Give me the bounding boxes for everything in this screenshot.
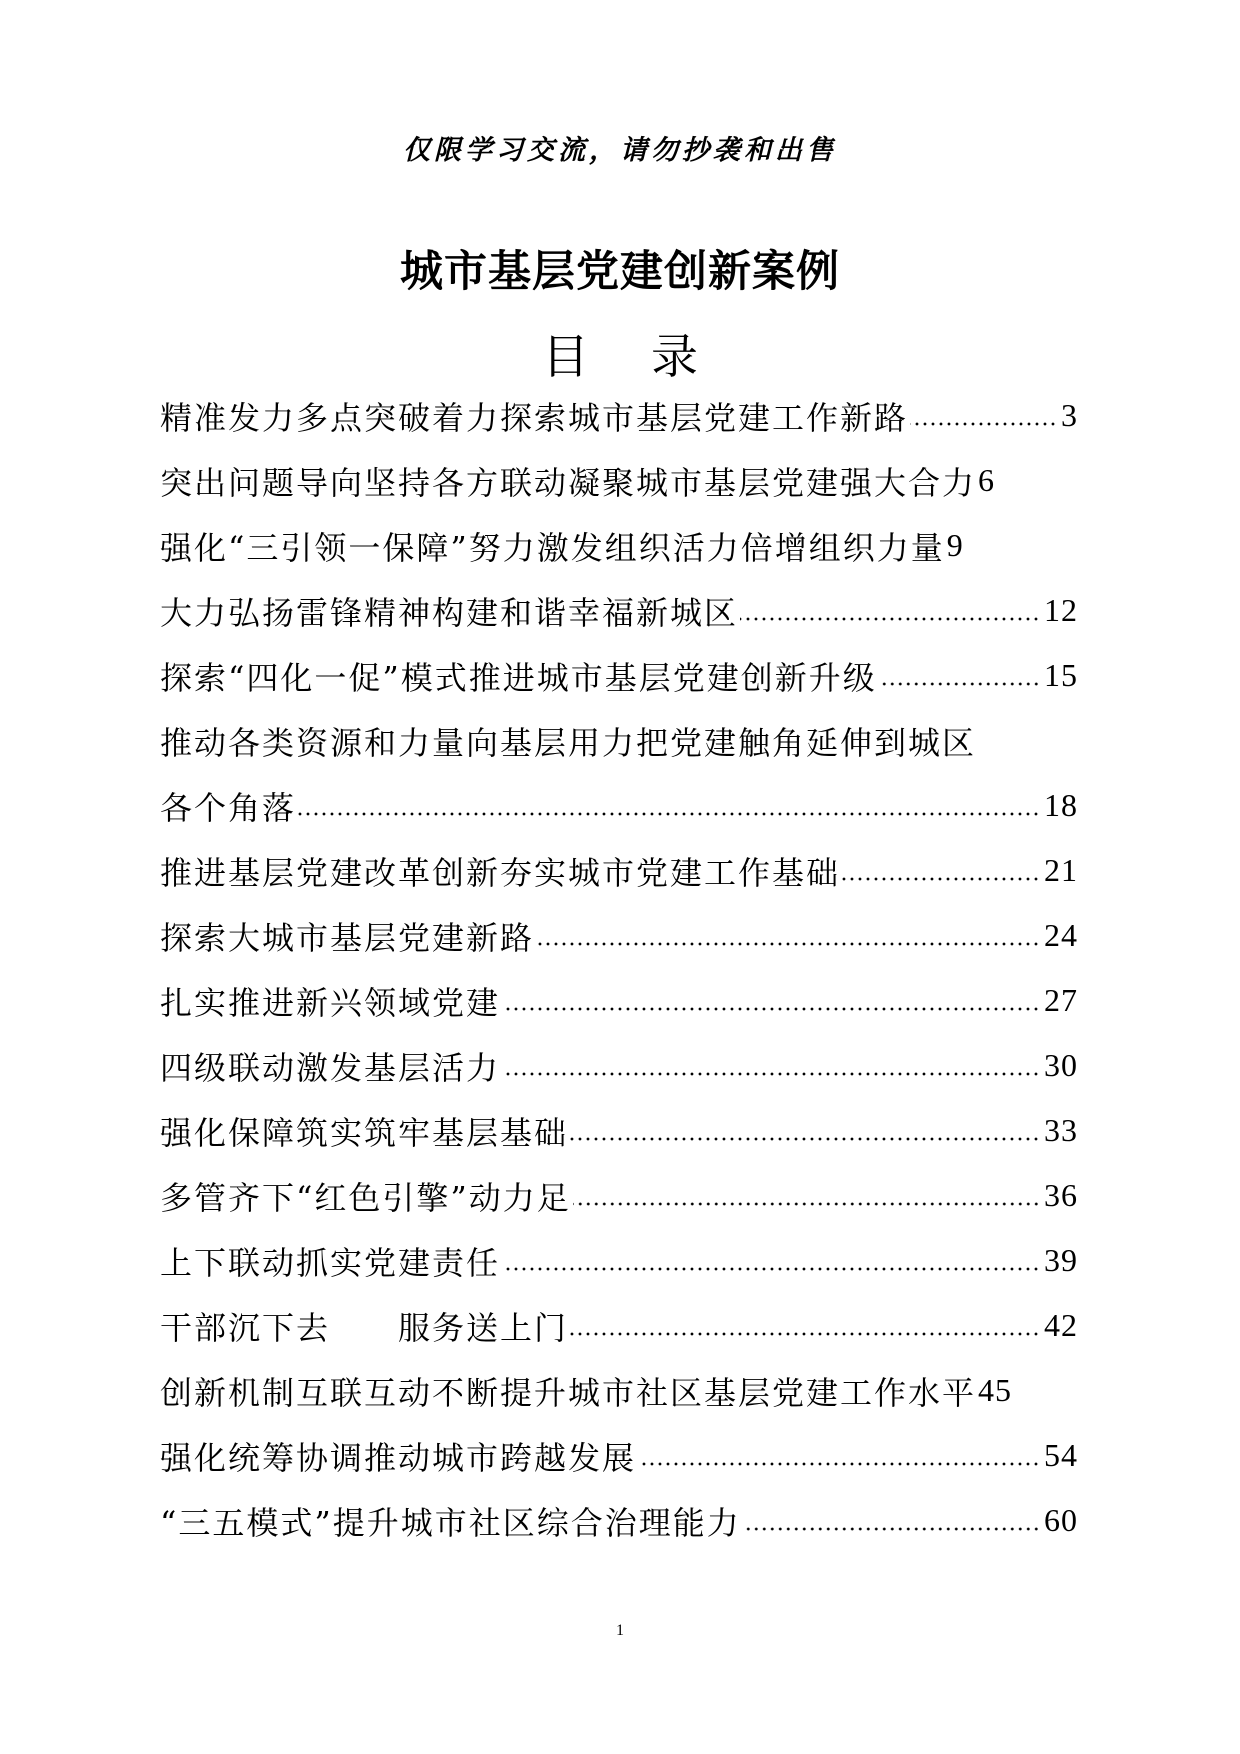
toc-entry-page: 60 <box>1044 1502 1078 1538</box>
toc-entry-title[interactable]: “三五模式”提升城市社区综合治理能力 <box>160 1503 741 1542</box>
toc-entry-title[interactable]: 大力弘扬雷锋精神构建和谐幸福新城区 <box>160 593 739 632</box>
dot-leader <box>910 422 1057 426</box>
toc-entry-title[interactable]: 精准发力多点突破着力探索城市基层党建工作新路 <box>160 398 909 437</box>
dot-leader <box>842 877 1040 881</box>
toc-entry-title[interactable]: 上下联动抓实党建责任 <box>160 1243 501 1282</box>
dot-leader <box>536 942 1040 946</box>
toc-entry-page: 15 <box>1044 657 1078 693</box>
toc-entry-title[interactable]: 探索大城市基层党建新路 <box>160 918 535 957</box>
table-of-contents <box>160 383 1078 1553</box>
toc-entry-title[interactable]: 强化“三引领一保障”努力激发组织活力倍增组织力量 <box>160 528 945 567</box>
toc-heading <box>0 320 1240 387</box>
toc-entry-page: 3 <box>1061 397 1078 433</box>
toc-entry-title[interactable]: 干部沉下去 服务送上门 <box>160 1308 569 1347</box>
toc-entry-page: 18 <box>1044 787 1078 823</box>
toc-entry[interactable] <box>160 643 1078 708</box>
dot-leader <box>879 682 1040 686</box>
toc-entry-page: 54 <box>1044 1437 1078 1473</box>
toc-entry-title[interactable]: 强化统筹协调推动城市跨越发展 <box>160 1438 637 1477</box>
toc-entry-page: 21 <box>1044 852 1078 888</box>
toc-entry-page: 33 <box>1044 1112 1078 1148</box>
dot-leader <box>743 1527 1040 1531</box>
dot-leader <box>298 812 1040 816</box>
toc-entry-page: 12 <box>1044 592 1078 628</box>
toc-entry-title[interactable]: 推进基层党建改革创新夯实城市党建工作基础 <box>160 853 841 892</box>
dot-leader <box>502 1267 1040 1271</box>
toc-entry[interactable] <box>160 968 1078 1033</box>
dot-leader <box>573 1202 1040 1206</box>
dot-leader <box>570 1332 1040 1336</box>
toc-heading-left: 目 <box>542 330 589 385</box>
toc-entry-page: 42 <box>1044 1307 1078 1343</box>
toc-entry-title[interactable]: 推动各类资源和力量向基层用力把党建触角延伸到城区 <box>160 723 977 762</box>
toc-entry[interactable] <box>160 383 1078 448</box>
document-title: 城市基层党建创新案例 <box>400 247 840 297</box>
toc-entry-page: 6 <box>978 462 996 498</box>
toc-entry-title[interactable]: 四级联动激发基层活力 <box>160 1048 501 1087</box>
dot-leader <box>740 617 1040 621</box>
toc-entry-page: 24 <box>1044 917 1078 953</box>
toc-entry[interactable] <box>160 513 1078 578</box>
dot-leader <box>638 1462 1040 1466</box>
toc-entry[interactable] <box>160 1423 1078 1488</box>
toc-entry[interactable] <box>160 1163 1078 1228</box>
toc-entry[interactable] <box>160 448 1078 513</box>
toc-entry-page: 39 <box>1044 1242 1078 1278</box>
toc-entry-title[interactable]: 创新机制互联互动不断提升城市社区基层党建工作水平 <box>160 1373 977 1412</box>
toc-entry-page: 9 <box>946 527 964 563</box>
toc-entry-continuation[interactable] <box>160 773 1078 838</box>
toc-entry[interactable] <box>160 838 1078 903</box>
toc-entry-title[interactable]: 多管齐下“红色引擎”动力足 <box>160 1178 571 1217</box>
dot-leader <box>502 1007 1040 1011</box>
toc-entry-page: 30 <box>1044 1047 1078 1083</box>
dot-leader <box>570 1137 1040 1141</box>
toc-entry[interactable] <box>160 1293 1078 1358</box>
toc-entry-title[interactable]: 探索“四化一促”模式推进城市基层党建创新升级 <box>160 658 877 697</box>
toc-entry-title[interactable]: 强化保障筑实筑牢基层基础 <box>160 1113 569 1152</box>
toc-entry[interactable] <box>160 1098 1078 1163</box>
usage-notice: 仅限学习交流，请勿抄袭和出售 <box>403 135 837 166</box>
toc-heading-right: 录 <box>651 330 698 385</box>
toc-entry[interactable] <box>160 1228 1078 1293</box>
toc-entry-page: 36 <box>1044 1177 1078 1213</box>
toc-entry-page: 27 <box>1044 982 1078 1018</box>
toc-entry[interactable] <box>160 903 1078 968</box>
toc-entry[interactable] <box>160 1358 1078 1423</box>
toc-entry[interactable] <box>160 1488 1078 1553</box>
toc-entry[interactable] <box>160 1033 1078 1098</box>
toc-entry-title[interactable]: 各个角落 <box>160 788 297 827</box>
page-number: 1 <box>616 1622 624 1639</box>
toc-entry-page: 45 <box>978 1372 1013 1408</box>
toc-entry-title[interactable]: 突出问题导向坚持各方联动凝聚城市基层党建强大合力 <box>160 463 977 502</box>
toc-entry-title[interactable]: 扎实推进新兴领域党建 <box>160 983 501 1022</box>
toc-entry[interactable] <box>160 578 1078 643</box>
dot-leader <box>502 1072 1040 1076</box>
toc-entry[interactable] <box>160 708 1078 773</box>
